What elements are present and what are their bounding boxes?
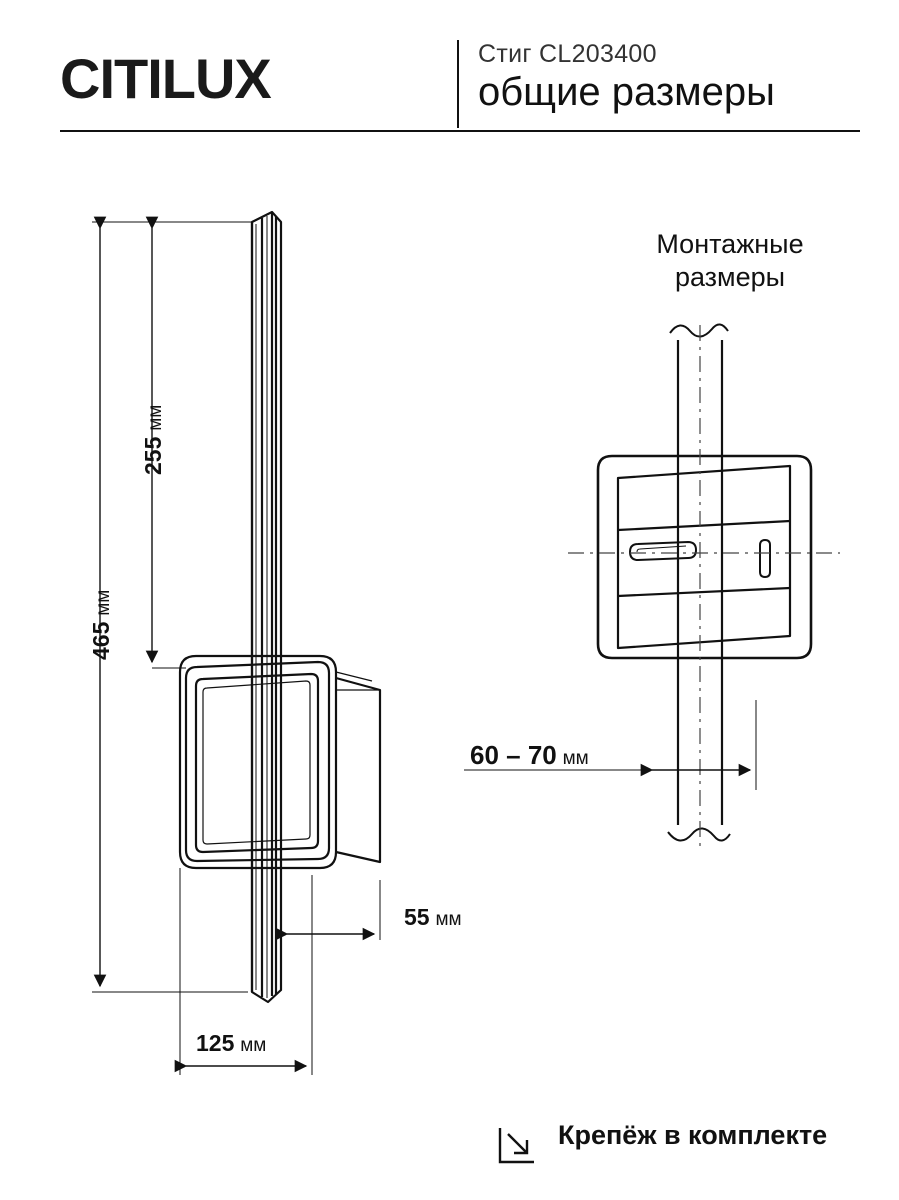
left-dimension-lines (92, 222, 380, 1075)
mounting-title-line2: размеры (674, 262, 786, 292)
dim-total-height-label: 465 мм (88, 589, 114, 660)
dim-width-label: 125 мм (196, 1030, 267, 1056)
footer-note-text: Крепёж в комплекте (558, 1120, 828, 1150)
brand-logo: CITILUX (60, 47, 271, 110)
center-lines (568, 325, 840, 850)
footer-note (500, 1120, 827, 1151)
left-view-lamp (180, 212, 380, 1002)
page-title: общие размеры (478, 70, 775, 114)
dim-mount-label: 60 – 70 мм (470, 740, 589, 770)
dim-depth-label: 55 мм (404, 904, 462, 930)
dim-rod-height-label: 255 мм (140, 404, 166, 475)
product-title: Стиг CL203400 (478, 40, 657, 68)
mounting-title (600, 228, 860, 294)
right-view-mounting (598, 324, 811, 840)
mounting-title-line1: Монтажные (656, 229, 804, 259)
